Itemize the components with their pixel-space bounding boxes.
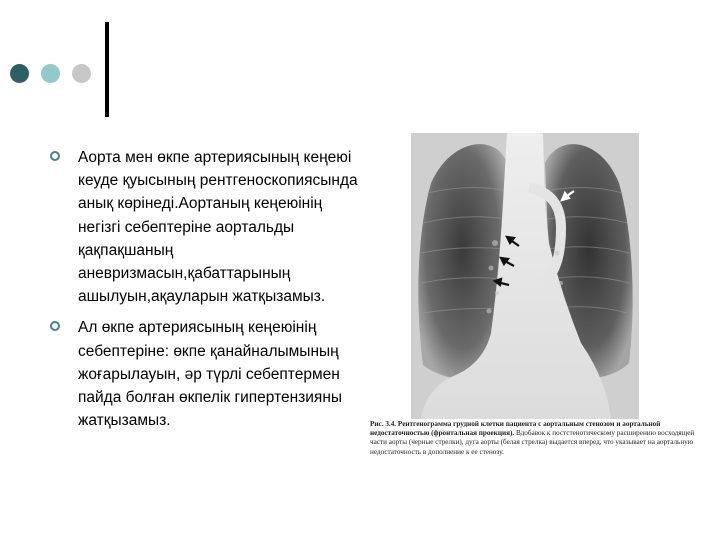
bullet-circle-icon <box>50 151 60 161</box>
caption-title: Рис. 3.4. Рентгенограмма грудной клетки пациента с аортальным стенозом и аортальной недостаточностью (фронтальная проекция). <box>370 420 661 438</box>
decor-dot-teal <box>41 64 60 83</box>
bullet-circle-icon <box>50 321 60 331</box>
chest-xray-image <box>411 133 639 419</box>
decor-dot-gray <box>72 64 91 83</box>
caption-text: Вдобавок к постстенотическому расширению восходящей части аорты (черные стрелки), дуга аорты (белая стрелка) выдается вперед, что указывает на аортальную недостаточность в дополнение к ее стенозу. <box>370 429 695 456</box>
bullet-text: Ал өкпе артериясының кеңеюінің себептеріне: өкпе қанайналымының жоғарылауын, әр түрлі себептермен пайда болған өкпелік гипертензияны жатқызамыз. <box>78 319 343 430</box>
decor-vertical-line <box>105 22 109 117</box>
bullet-list <box>48 146 368 440</box>
bullet-item <box>48 146 368 308</box>
bullet-item <box>48 316 368 432</box>
figure-caption <box>370 420 705 457</box>
bullet-text: Аорта мен өкпе артериясының кеңеюі кеуде қуысының рентгеноскопиясында анық көрінеді.Аортаның кеңеюінің негізгі себептеріне аортальды қақпақшаның аневризмасын,қабаттарының ашылуын,ақауларын жатқызамыз. <box>78 149 358 306</box>
slide-decor-dots <box>10 64 91 83</box>
decor-dot-dark <box>10 64 29 83</box>
